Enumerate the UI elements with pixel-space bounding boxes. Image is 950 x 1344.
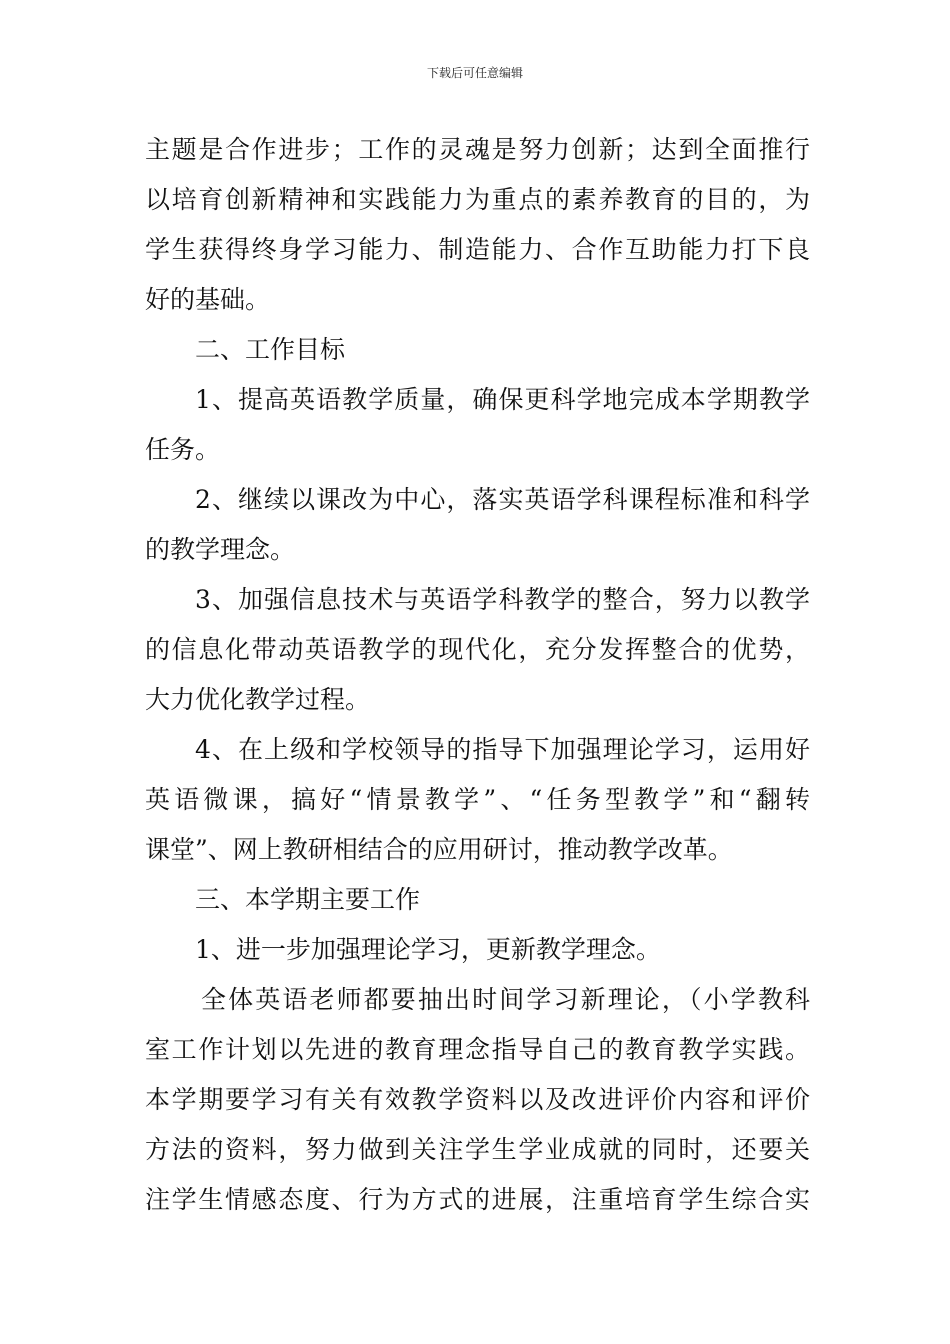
text-line: 的教学理念。 bbox=[145, 535, 296, 564]
text-line: 主题是合作进步；工作的灵魂是努力创新；达到全面推行 bbox=[145, 135, 810, 164]
text-line: 方法的资料，努力做到关注学生学业成就的同时，还要关 bbox=[145, 1135, 810, 1164]
text-line: 本学期要学习有关有效教学资料以及改进评价内容和评价 bbox=[145, 1085, 810, 1114]
section-heading: 三、本学期主要工作 bbox=[195, 885, 421, 914]
page-header: 下载后可任意编辑 bbox=[426, 66, 523, 80]
text-line: 的信息化带动英语教学的现代化，充分发挥整合的优势， bbox=[145, 635, 810, 664]
text-line: 大力优化教学过程。 bbox=[145, 685, 371, 714]
text-line: 英语微课，搞好“情景教学”、“任务型教学”和“翻转 bbox=[145, 785, 810, 814]
text-line: 室工作计划以先进的教育理念指导自己的教育教学实践。 bbox=[145, 1035, 810, 1064]
text-line: 学生获得终身学习能力、制造能力、合作互助能力打下良 bbox=[145, 235, 810, 264]
text-line: 任务。 bbox=[145, 435, 221, 464]
section-heading: 二、工作目标 bbox=[195, 335, 346, 364]
text-line: 4、在上级和学校领导的指导下加强理论学习，运用好 bbox=[195, 735, 810, 764]
text-line: 1、提高英语教学质量，确保更科学地完成本学期教学 bbox=[195, 385, 810, 414]
text-line: 以培育创新精神和实践能力为重点的素养教育的目的，为 bbox=[145, 185, 810, 214]
subsection-heading: 1、进一步加强理论学习，更新教学理念。 bbox=[195, 935, 661, 964]
text-line: 注学生情感态度、行为方式的进展，注重培育学生综合实 bbox=[145, 1185, 810, 1214]
text-line: 2、继续以课改为中心，落实英语学科课程标准和科学 bbox=[195, 485, 810, 514]
text-line: 课堂”、网上教研相结合的应用研讨，推动教学改革。 bbox=[145, 835, 733, 864]
text-line: 3、加强信息技术与英语学科教学的整合，努力以教学 bbox=[195, 585, 810, 614]
text-line: 好的基础。 bbox=[145, 285, 271, 314]
document-body bbox=[145, 125, 810, 1225]
text-line: 全体英语老师都要抽出时间学习新理论，（小学教科 bbox=[201, 985, 810, 1014]
